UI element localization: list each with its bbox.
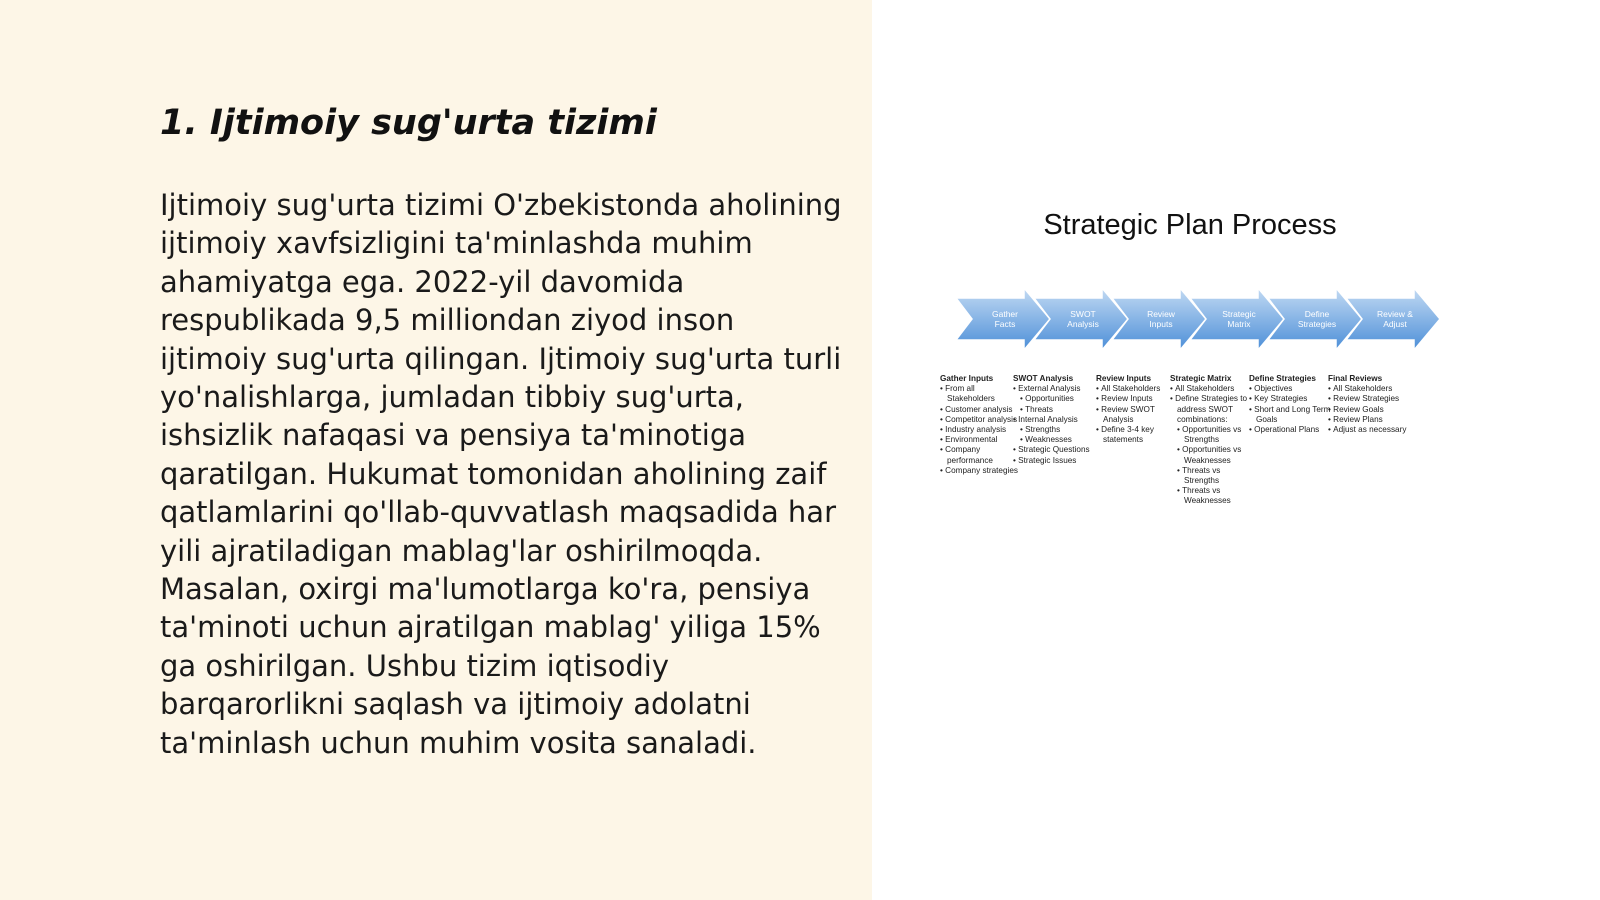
step-heading: Gather Inputs: [940, 374, 994, 383]
step-item: • Review Goals: [1328, 405, 1410, 415]
step-item: • Weaknesses: [1013, 435, 1095, 445]
step-item: • All Stakeholders: [1328, 384, 1410, 394]
step-item: • Operational Plans: [1249, 425, 1331, 435]
step-item: • Customer analysis: [940, 405, 1022, 415]
step-item: • Company strategies: [940, 466, 1022, 476]
strategic-plan-diagram: [940, 200, 1440, 520]
step-item: • All Stakeholders: [1096, 384, 1178, 394]
arrow-label: Facts: [994, 319, 1016, 329]
step-item: • From all Stakeholders: [940, 384, 1022, 404]
step-item: • Define 3-4 key statements: [1096, 425, 1178, 445]
arrow-label: Strategic: [1222, 309, 1256, 319]
step-item: • Review Plans: [1328, 415, 1410, 425]
step-items: [1170, 384, 1252, 506]
process-arrows: [940, 200, 1440, 370]
step-heading: Final Reviews: [1328, 374, 1383, 383]
step-heading: Define Strategies: [1249, 374, 1316, 383]
arrow-label: SWOT: [1070, 309, 1096, 319]
arrow-label: Analysis: [1067, 319, 1099, 329]
step-item: • Threats vs Strengths: [1170, 466, 1252, 486]
step-item: • Review Strategies: [1328, 394, 1410, 404]
step-item: • Opportunities vs Weaknesses: [1170, 445, 1252, 465]
step-item: • Review SWOT Analysis: [1096, 405, 1178, 425]
step-item: • Strategic Questions: [1013, 445, 1095, 455]
step-item: • Threats vs Weaknesses: [1170, 486, 1252, 506]
step-item: • All Stakeholders: [1170, 384, 1252, 394]
arrow-label: Inputs: [1149, 319, 1173, 329]
step-item: • Objectives: [1249, 384, 1331, 394]
slide-title: 1. Ijtimoiy sug'urta tizimi: [160, 103, 657, 143]
step-column: [1249, 374, 1331, 435]
step-column: [1013, 374, 1095, 466]
step-item: • External Analysis: [1013, 384, 1095, 394]
step-item: • Short and Long Term Goals: [1249, 405, 1331, 425]
arrow-label: Review: [1147, 309, 1175, 319]
step-item: • Review Inputs: [1096, 394, 1178, 404]
step-item: • Adjust as necessary: [1328, 425, 1410, 435]
arrow-label: Matrix: [1227, 319, 1251, 329]
step-item: • Opportunities: [1013, 394, 1095, 404]
diagram-title: Strategic Plan Process: [1043, 209, 1337, 241]
slide-paragraph: Ijtimoiy sug'urta tizimi O'zbekistonda aholining ijtimoiy xavfsizligini ta'minlashda muhim ahamiyatga ega. 2022-yil davomida respublikada 9,5 milliondan ziyod inson ijtimoiy sug'urta qilingan. Ijtimoiy sug'urta turli yo'nalishlarga, jumladan tibbiy sug'urta, ishsizlik nafaqasi va pensiya ta'minotiga qaratilgan. Hukumat tomonidan aholining zaif qatlamlarini qo'llab-quvvatlash maqsadida har yili ajratiladigan mablag'lar oshirilmoqda. Masalan, oxirgi ma'lumotlarga ko'ra, pensiya ta'minoti uchun ajratilgan mablag' yiliga 15% ga oshirilgan. Ushbu tizim iqtisodiy barqarorlikni saqlash va ijtimoiy adolatni ta'minlash uchun muhim vosita sanaladi.: [160, 188, 842, 760]
step-heading: SWOT Analysis: [1013, 374, 1074, 383]
step-heading: Review Inputs: [1096, 374, 1152, 383]
step-item: • Define Strategies to address SWOT combinations:: [1170, 394, 1252, 425]
step-items: [1249, 384, 1331, 435]
arrow-label: Gather: [992, 309, 1018, 319]
arrow-label: Review &: [1377, 309, 1413, 319]
step-item: • Industry analysis: [940, 425, 1022, 435]
step-items: [1096, 384, 1178, 445]
step-item: • Company performance: [940, 445, 1022, 465]
arrow-label: Define: [1304, 309, 1330, 319]
step-item: • Strengths: [1013, 425, 1095, 435]
arrow-label: Strategies: [1297, 319, 1337, 329]
step-item: • Threats: [1013, 405, 1095, 415]
step-item: • Strategic Issues: [1013, 456, 1095, 466]
step-item: • Opportunities vs Strengths: [1170, 425, 1252, 445]
step-heading: Strategic Matrix: [1170, 374, 1232, 383]
step-item: • Environmental: [940, 435, 1022, 445]
step-items: [1328, 384, 1410, 435]
step-item: • Internal Analysis: [1013, 415, 1095, 425]
step-column: [1328, 374, 1410, 435]
step-item: • Competitor analysis: [940, 415, 1022, 425]
step-column: [1170, 374, 1252, 507]
step-column: [940, 374, 1022, 476]
step-items: [1013, 384, 1095, 466]
arrow-label: Adjust: [1383, 319, 1407, 329]
step-column: [1096, 374, 1178, 445]
step-items: [940, 384, 1022, 476]
step-item: • Key Strategies: [1249, 394, 1331, 404]
